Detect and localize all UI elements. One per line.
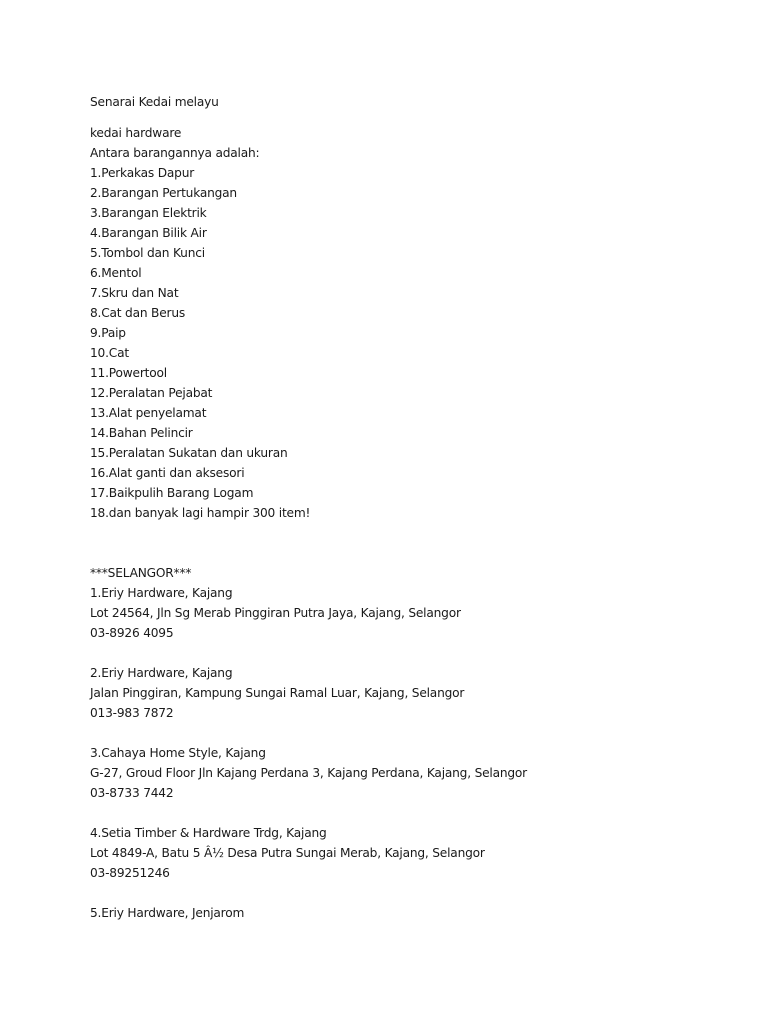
list-item: 7.Skru dan Nat (90, 286, 179, 300)
store-entry (90, 583, 730, 643)
spacer (90, 643, 730, 663)
intro-text: Antara barangannya adalah: (90, 146, 260, 160)
store-phone: 03-8926 4095 (90, 626, 174, 640)
store-name: 1.Eriy Hardware, Kajang (90, 586, 233, 600)
store-phone: 03-89251246 (90, 866, 170, 880)
list-item: 12.Peralatan Pejabat (90, 386, 213, 400)
store-address: Jalan Pinggiran, Kampung Sungai Ramal Luar, Kajang, Selangor (90, 686, 465, 700)
store-address: Lot 4849-A, Batu 5 Â½ Desa Putra Sungai Merab, Kajang, Selangor (90, 846, 485, 860)
store-address: G-27, Groud Floor Jln Kajang Perdana 3, Kajang Perdana, Kajang, Selangor (90, 766, 527, 780)
list-item: 4.Barangan Bilik Air (90, 226, 207, 240)
store-entry (90, 823, 730, 883)
list-item: 5.Tombol dan Kunci (90, 246, 205, 260)
list-item: 17.Baikpulih Barang Logam (90, 486, 254, 500)
spacer (90, 883, 730, 903)
category-heading: kedai hardware (90, 126, 182, 140)
region-heading: ***SELANGOR*** (90, 566, 192, 580)
spacer (90, 723, 730, 743)
document-title: Senarai Kedai melayu (90, 95, 219, 109)
list-item: 9.Paip (90, 326, 126, 340)
list-item: 2.Barangan Pertukangan (90, 186, 237, 200)
list-item: 10.Cat (90, 346, 129, 360)
spacer (90, 523, 730, 563)
store-phone: 03-8733 7442 (90, 786, 174, 800)
store-name: 2.Eriy Hardware, Kajang (90, 666, 233, 680)
list-item: 11.Powertool (90, 366, 167, 380)
list-item: 13.Alat penyelamat (90, 406, 207, 420)
store-name: 4.Setia Timber & Hardware Trdg, Kajang (90, 826, 327, 840)
spacer (90, 803, 730, 823)
store-address: Lot 24564, Jln Sg Merab Pinggiran Putra Jaya, Kajang, Selangor (90, 606, 461, 620)
list-item: 8.Cat dan Berus (90, 306, 186, 320)
store-name: 5.Eriy Hardware, Jenjarom (90, 906, 245, 920)
store-name: 3.Cahaya Home Style, Kajang (90, 746, 266, 760)
list-item: 3.Barangan Elektrik (90, 206, 207, 220)
list-item: 6.Mentol (90, 266, 142, 280)
store-entry (90, 743, 730, 803)
list-item: 18.dan banyak lagi hampir 300 item! (90, 506, 311, 520)
list-item: 14.Bahan Pelincir (90, 426, 193, 440)
list-item: 15.Peralatan Sukatan dan ukuran (90, 446, 288, 460)
item-list (90, 163, 730, 523)
list-item: 1.Perkakas Dapur (90, 166, 195, 180)
store-phone: 013-983 7872 (90, 706, 174, 720)
list-item: 16.Alat ganti dan aksesori (90, 466, 245, 480)
store-entry (90, 663, 730, 723)
document-content (90, 92, 730, 923)
